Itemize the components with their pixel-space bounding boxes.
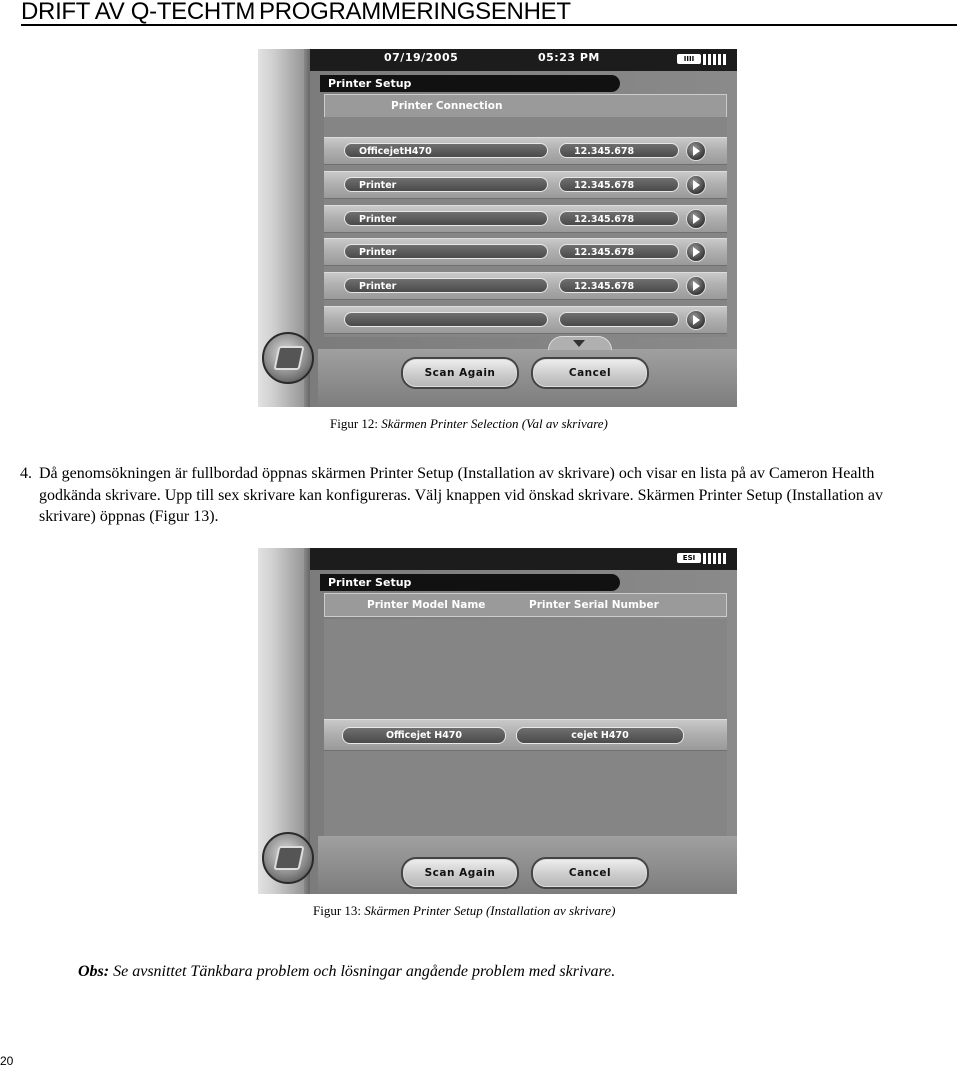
- button-area: [318, 349, 737, 407]
- caption-text: Skärmen Printer Selection (Val av skrivare): [381, 416, 608, 431]
- scroll-down-icon[interactable]: [548, 336, 612, 350]
- printer-row[interactable]: [324, 306, 727, 334]
- select-arrow-icon[interactable]: [686, 310, 706, 330]
- empty-area-top: [324, 619, 727, 719]
- model-value: Officejet H470: [342, 727, 506, 744]
- header-title: DRIFT AV Q-TECH: [21, 0, 221, 25]
- printer-address: 12.345.678: [559, 211, 679, 226]
- signal-icon: [703, 54, 727, 65]
- figure-12-caption: [330, 416, 608, 432]
- caption-label: Figur 13:: [313, 903, 362, 918]
- printer-row[interactable]: [324, 272, 727, 300]
- caption-label: Figur 12:: [330, 416, 379, 431]
- section-heading: Printer Connection: [324, 94, 727, 118]
- note-label: Obs:: [78, 963, 110, 980]
- printer-row[interactable]: [324, 137, 727, 165]
- signal-icon: [703, 553, 727, 564]
- printer-name: Printer: [344, 177, 548, 192]
- printer-name: Printer: [344, 211, 548, 226]
- note: [78, 963, 615, 981]
- home-icon[interactable]: [262, 332, 314, 384]
- status-bar: [310, 49, 737, 71]
- printer-name: OfficejetH470: [344, 143, 548, 158]
- page-number: 20: [0, 1054, 14, 1068]
- status-time: 05:23 PM: [538, 51, 600, 64]
- column-headings: [324, 593, 727, 617]
- select-arrow-icon[interactable]: [686, 242, 706, 262]
- printer-detail-row: [324, 719, 727, 751]
- cancel-button[interactable]: Cancel: [531, 857, 649, 889]
- printer-name: [344, 312, 548, 327]
- printer-address: 12.345.678: [559, 143, 679, 158]
- status-date: 07/19/2005: [384, 51, 459, 64]
- caption-text: Skärmen Printer Setup (Installation av skrivare): [364, 903, 616, 918]
- trademark: TM: [220, 0, 256, 25]
- button-area: [318, 836, 737, 894]
- step-paragraph: [20, 463, 939, 528]
- home-icon[interactable]: [262, 832, 314, 884]
- printer-setup-screen: [258, 548, 737, 894]
- select-arrow-icon[interactable]: [686, 209, 706, 229]
- scan-again-button[interactable]: Scan Again: [401, 357, 519, 389]
- printer-name: Printer: [344, 278, 548, 293]
- step-text: Då genomsökningen är fullbordad öppnas skärmen Printer Setup (Installation av skrivare) och visar en lista på av Cameron Health godkända skrivare. Upp till sex skrivare kan konfigureras. Välj knappen vid önskad skrivare. Skärmen Printer Setup (Installation av skrivare) öppnas (Figur 13).: [39, 465, 883, 525]
- printer-selection-screen: [258, 49, 737, 407]
- col-model-heading: Printer Model Name: [367, 599, 486, 611]
- scan-again-button[interactable]: Scan Again: [401, 857, 519, 889]
- note-text: Se avsnittet Tänkbara problem och lösningar angående problem med skrivare.: [113, 963, 616, 980]
- empty-area-bottom: [324, 751, 727, 841]
- printer-row[interactable]: [324, 205, 727, 233]
- printer-row[interactable]: [324, 171, 727, 199]
- printer-address: 12.345.678: [559, 177, 679, 192]
- select-arrow-icon[interactable]: [686, 276, 706, 296]
- battery-icon: ESI: [677, 553, 701, 563]
- status-bar: [310, 548, 737, 570]
- printer-name: Printer: [344, 244, 548, 259]
- printer-address: [559, 312, 679, 327]
- screen-title: Printer Setup: [320, 75, 620, 92]
- printer-address: 12.345.678: [559, 278, 679, 293]
- select-arrow-icon[interactable]: [686, 141, 706, 161]
- cancel-button[interactable]: Cancel: [531, 357, 649, 389]
- page-header: [21, 0, 957, 26]
- battery-icon: IIII: [677, 54, 701, 64]
- header-title-rest: PROGRAMMERINGSENHET: [259, 0, 571, 25]
- figure-13-caption: [313, 903, 615, 919]
- col-serial-heading: Printer Serial Number: [529, 599, 659, 611]
- printer-row[interactable]: [324, 238, 727, 266]
- step-number: 4.: [20, 465, 32, 482]
- serial-value: cejet H470: [516, 727, 684, 744]
- select-arrow-icon[interactable]: [686, 175, 706, 195]
- printer-address: 12.345.678: [559, 244, 679, 259]
- screen-title: Printer Setup: [320, 574, 620, 591]
